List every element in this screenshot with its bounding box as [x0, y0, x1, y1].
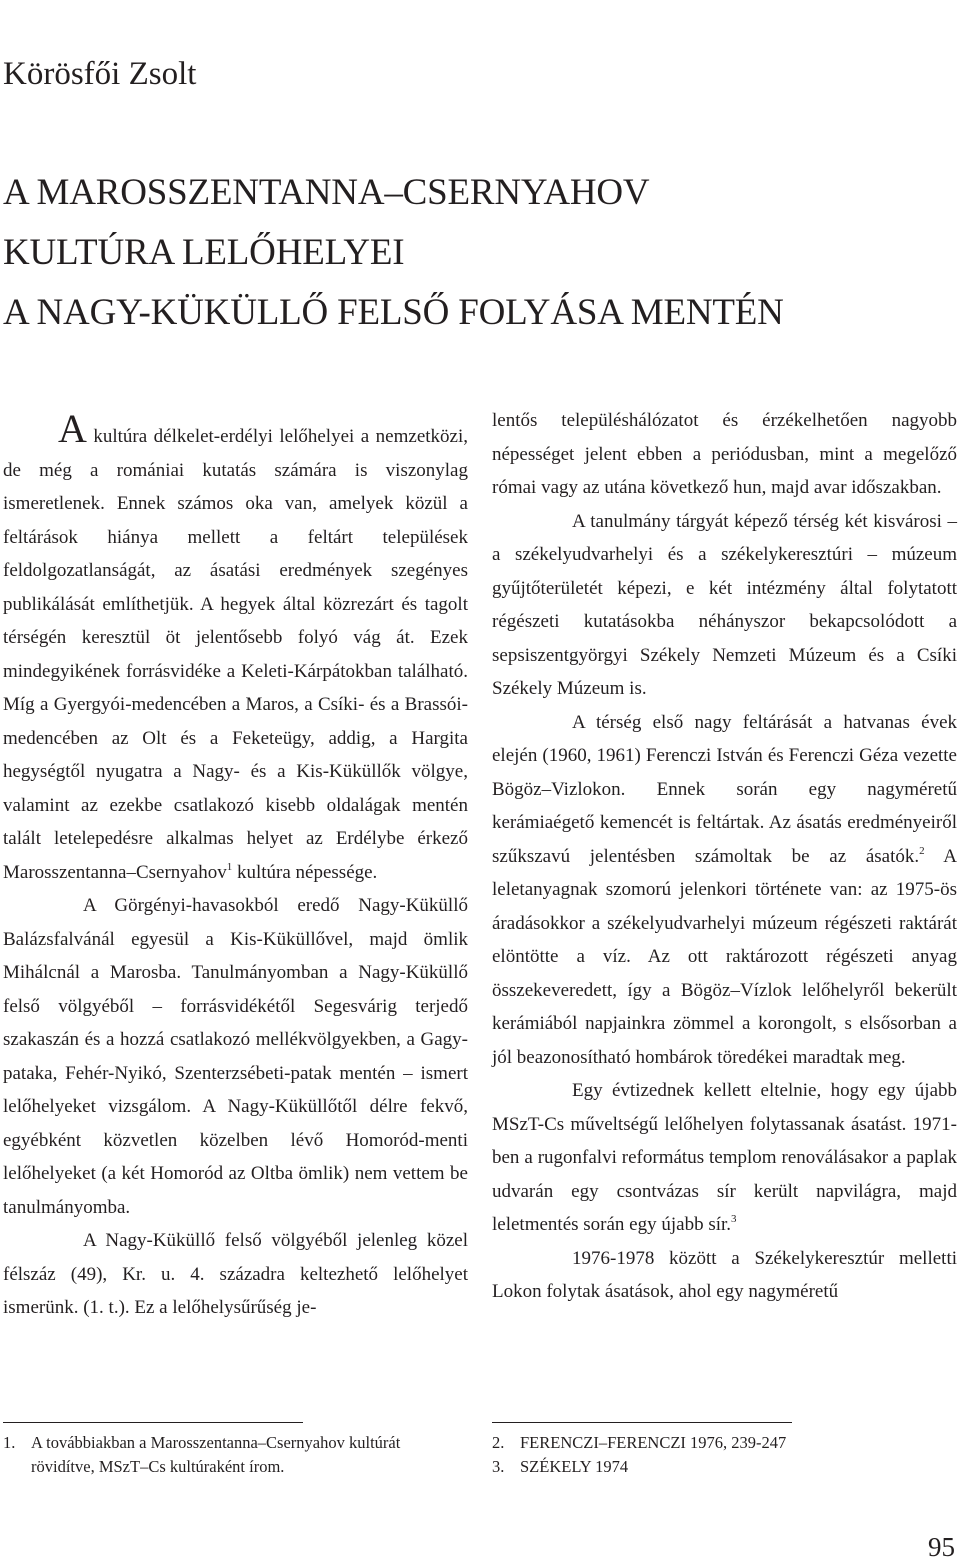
paragraph-rugonfalva-text: Egy évtizednek kellett eltelnie, hogy egy újabb MSzT-Cs műveltségű lelőhelyen folytassanak ásatást. 1971-ben a rugonfalvi református templom renoválásakor a paplak udvarán egy csontvázas sír került napvilágra, majd leletmentés során egy újabb sír.	[492, 1080, 957, 1235]
footnote	[492, 1431, 932, 1455]
paragraph-continuation: lentős településhálózatot és érzékelhetően nagyobb népességet jelent ebben a periódusban, mint a megelőző római vagy az utána következő hun, majd avar időszakban.	[492, 410, 957, 498]
paragraph-intro-text: kultúra délkelet-erdélyi lelőhelyei a nemzetközi, de még a romániai kutatás számára is viszonylag ismeretlenek. Ennek számos oka van, amelyek közül a feltárások hiánya mellett a feltárt települések feldolgozatlanságát, az ásatási eredmények szegényes publikálását említhetjük. A hegyek által közrezárt és tagolt térségén keresztül öt jelentősebb folyó vág át. Ezek mindegyikének forrásvidéke a Keleti-Kárpátokban található. Míg a Gyergyói-medencében a Maros, a Csíki- és a Brassói-medencében az Olt és a Feketeügy, addig, a Hargita hegységtől nyugatra a Nagy- és a Kis-Küküllők völgye, valamint az ezekbe csatlakozó kisebb oldalágak mentén talált letelepedésre alkalmas helyet az Erdélybe érkező Marosszentanna–Csernyahov	[3, 426, 468, 883]
footnote-ref-2: 2	[919, 844, 925, 857]
footnote	[3, 1431, 468, 1478]
footnotes-left	[3, 1431, 468, 1478]
paragraph-intro-tail: kultúra népessége.	[232, 861, 378, 883]
article-title-line-2: KULTÚRA LELŐHELYEI	[3, 232, 405, 273]
paragraph-sites: A Nagy-Küküllő felső völgyéből jelenleg közel félszáz (49), Kr. u. 4. századra keltezhető lelőhelyet ismerünk. (1. t.). Ez a lelőhelysűrűség je-	[3, 1230, 468, 1318]
paragraph-lokod: 1976-1978 között a Székelykeresztúr melletti Lokon folytak ásatások, ahol egy nagyméretű	[492, 1247, 957, 1302]
left-text-column	[3, 406, 468, 1325]
paragraph-museums: A tanulmány tárgyát képező térség két kisvárosi – a székelyudvarhelyi és a székelykeresztúri – múzeum gyűjtőterületét képezi, e két intézmény által folytatott régészeti kutatásokba néhányszor bekapcsolódott a sepsiszentgyörgyi Székely Nemzeti Múzeum és a Csíki Székely Múzeum is.	[492, 510, 957, 699]
right-text-column	[492, 404, 957, 1309]
paragraph-bogoz-text: A térség első nagy feltárását a hatvanas évek elején (1960, 1961) Ferenczi István és Ferenczi Géza vezette Bögöz–Vizlokon. Ennek során egy nagyméretű kerámiaégető kemencét is feltártak. Az ásatás eredményeiről szűkszavú jelentésben számoltak be az ásatók.	[492, 711, 957, 867]
footnotes-right	[492, 1431, 932, 1478]
footnote-number: 1.	[3, 1433, 16, 1452]
paragraph-bogoz-tail: A leletanyagnak szomorú jelenkori története van: az 1975-ös áradásokkor a székelyudvarhelyi múzeum régészeti raktárát elöntötte a víz. Az ott raktározott régészeti anyag összekeveredett, így a Bögöz–Vízlok lelőhelyről bekerült kerámiából napjainkra zömmel a korongolt, s elsősorban a jól beazonosítható hombárok töredékei maradtak meg.	[492, 845, 957, 1068]
article-title-line-3: A NAGY-KÜKÜLLŐ FELSŐ FOLYÁSA MENTÉN	[3, 292, 784, 333]
article-title-line-1: A MAROSSZENTANNA–CSERNYAHOV	[3, 172, 650, 213]
footnote-rule-left	[3, 1422, 303, 1423]
footnote-number: 2.	[492, 1433, 505, 1452]
paragraph-rugonfalva	[492, 1074, 957, 1242]
paragraph-bogoz	[492, 706, 957, 1075]
paragraph-intro	[3, 406, 468, 889]
footnote-number: 3.	[492, 1456, 505, 1476]
footnote-text: SZÉKELY 1974	[520, 1456, 629, 1476]
footnote-text: FERENCZI–FERENCZI 1976, 239-247	[520, 1433, 787, 1452]
footnote-ref-3: 3	[731, 1213, 737, 1225]
footnote-rule-right	[492, 1422, 792, 1423]
paragraph-kukullo: A Görgényi-havasokból eredő Nagy-Küküllő Balázsfalvánál egyesül a Kis-Küküllővel, majd ömlik Mihálcnál a Marosba. Tanulmányomban a Nagy-Küküllő felső völgyéből – forrásvidékétől Segesvárig terjedő szakaszán és a hozzá csatlakozó mellékvölgyekben, a Gagy-pataka, Fehér-Nyikó, Szenterzsébeti-patak mentén – ismert lelőhelyeket vizsgálom. A Nagy-Küküllőtől délre fekvő, egyébként közvetlen közelben lévő Homoród-menti lelőhelyeket (a két Homoród az Oltba ömlik) nem vettem be tanulmányomba.	[3, 895, 468, 1218]
footnote-ref-1: 1	[226, 860, 233, 873]
footnote	[492, 1455, 932, 1479]
author-name: Körösfői Zsolt	[3, 56, 197, 92]
drop-cap: A	[58, 406, 87, 451]
page-number: 95	[928, 1532, 955, 1562]
footnote-text: A továbbiakban a Marosszentanna–Csernyahov kultúrát rövidítve, MSzT–Cs kultúraként írom.	[31, 1433, 401, 1476]
